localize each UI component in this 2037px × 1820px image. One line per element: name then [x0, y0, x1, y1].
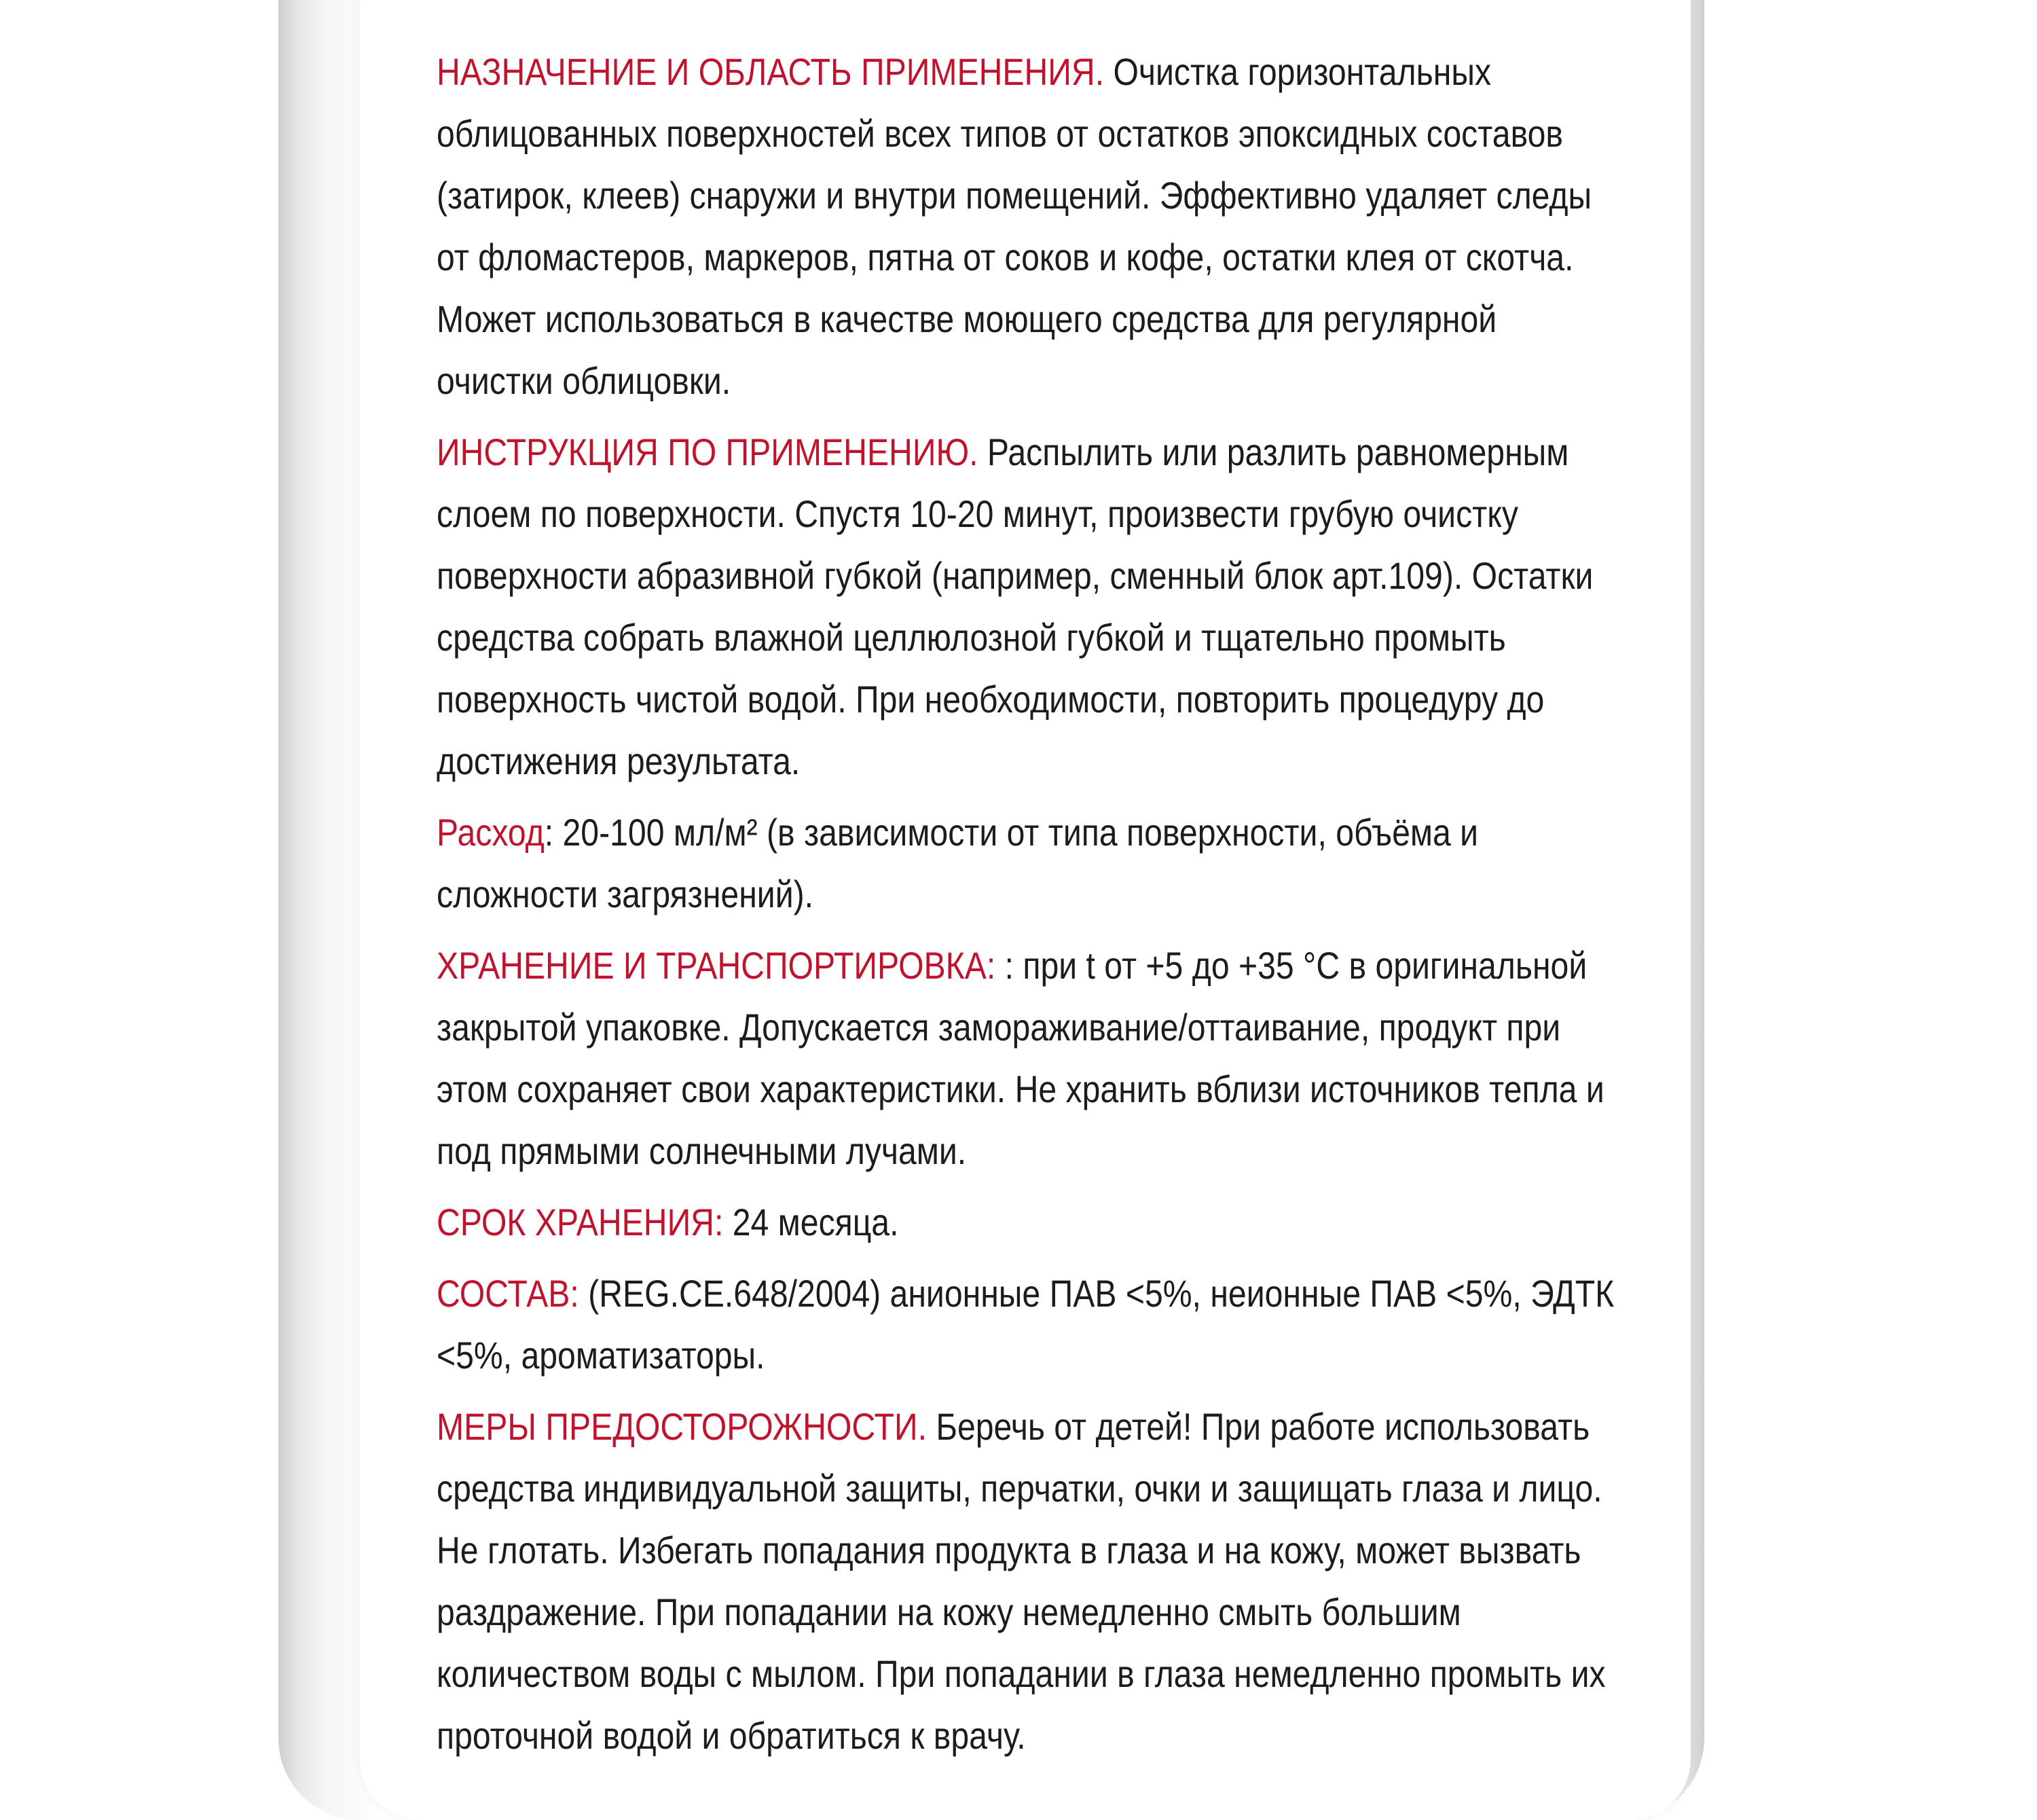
section-heading-composition: СОСТАВ:	[437, 1272, 579, 1315]
section-heading-shelf-life: СРОК ХРАНЕНИЯ:	[437, 1201, 724, 1243]
section-shelf-life	[437, 1191, 1616, 1253]
section-body-instructions: Распылить или разлить равномерным слоем по поверхности. Спустя 10-20 минут, произвести грубую очистку поверхности абразивной губкой (например, сменный блок арт.109). Остатки средства собрать влажной целлюлозной губкой и тщательно промыть поверхность чистой водой. При необходимости, повторить процедуру до достижения результата.	[437, 431, 1594, 782]
section-heading-instructions: ИНСТРУКЦИЯ ПО ПРИМЕНЕНИЮ.	[437, 431, 978, 473]
section-body-shelf-life: 24 месяца.	[723, 1201, 899, 1243]
section-composition	[437, 1262, 1616, 1386]
section-heading-consumption: Расход	[437, 811, 545, 854]
section-body-purpose: Очистка горизонтальных облицованных поверхностей всех типов от остатков эпоксидных составов (затирок, клеев) снаружи и внутри помещений. Эффективно удаляет следы от фломастеров, маркеров, пятна от соков и кофе, остатки клея от скотча. Может использоваться в качестве моющего средства для регулярной очистки облицовки.	[437, 50, 1592, 402]
section-body-consumption: : 20-100 мл/м² (в зависимости от типа поверхности, объёма и сложности загрязнений).	[437, 811, 1479, 915]
section-heading-purpose: НАЗНАЧЕНИЕ И ОБЛАСТЬ ПРИМЕНЕНИЯ.	[437, 50, 1105, 93]
label-text	[437, 41, 1615, 1776]
section-body-storage: : при t от +5 до +35 °С в оригинальной закрытой упаковке. Допускается замораживание/оттаивание, продукт при этом сохраняет свои характеристики. Не хранить вблизи источников тепла и под прямыми солнечными лучами.	[437, 944, 1604, 1172]
section-instructions	[437, 421, 1616, 792]
section-heading-precautions: МЕРЫ ПРЕДОСТОРОЖНОСТИ.	[437, 1405, 927, 1448]
section-storage	[437, 934, 1616, 1182]
section-consumption	[437, 801, 1616, 925]
section-heading-storage: ХРАНЕНИЕ И ТРАНСПОРТИРОВКА:	[437, 944, 996, 987]
section-body-precautions: Беречь от детей! При работе использовать средства индивидуальной защиты, перчатки, очки и защищать глаза и лицо. Не глотать. Избегать попадания продукта в глаза и на кожу, может вызвать раздражение. При попадании на кожу немедленно смыть большим количеством воды с мылом. При попадании в глаза немедленно промыть их проточной водой и обратиться к врачу.	[437, 1405, 1606, 1757]
section-body-composition: (REG.CE.648/2004) анионные ПАВ <5%, неионные ПАВ <5%, ЭДТК <5%, ароматизаторы.	[437, 1272, 1615, 1377]
section-purpose	[437, 41, 1616, 412]
section-precautions	[437, 1396, 1616, 1766]
